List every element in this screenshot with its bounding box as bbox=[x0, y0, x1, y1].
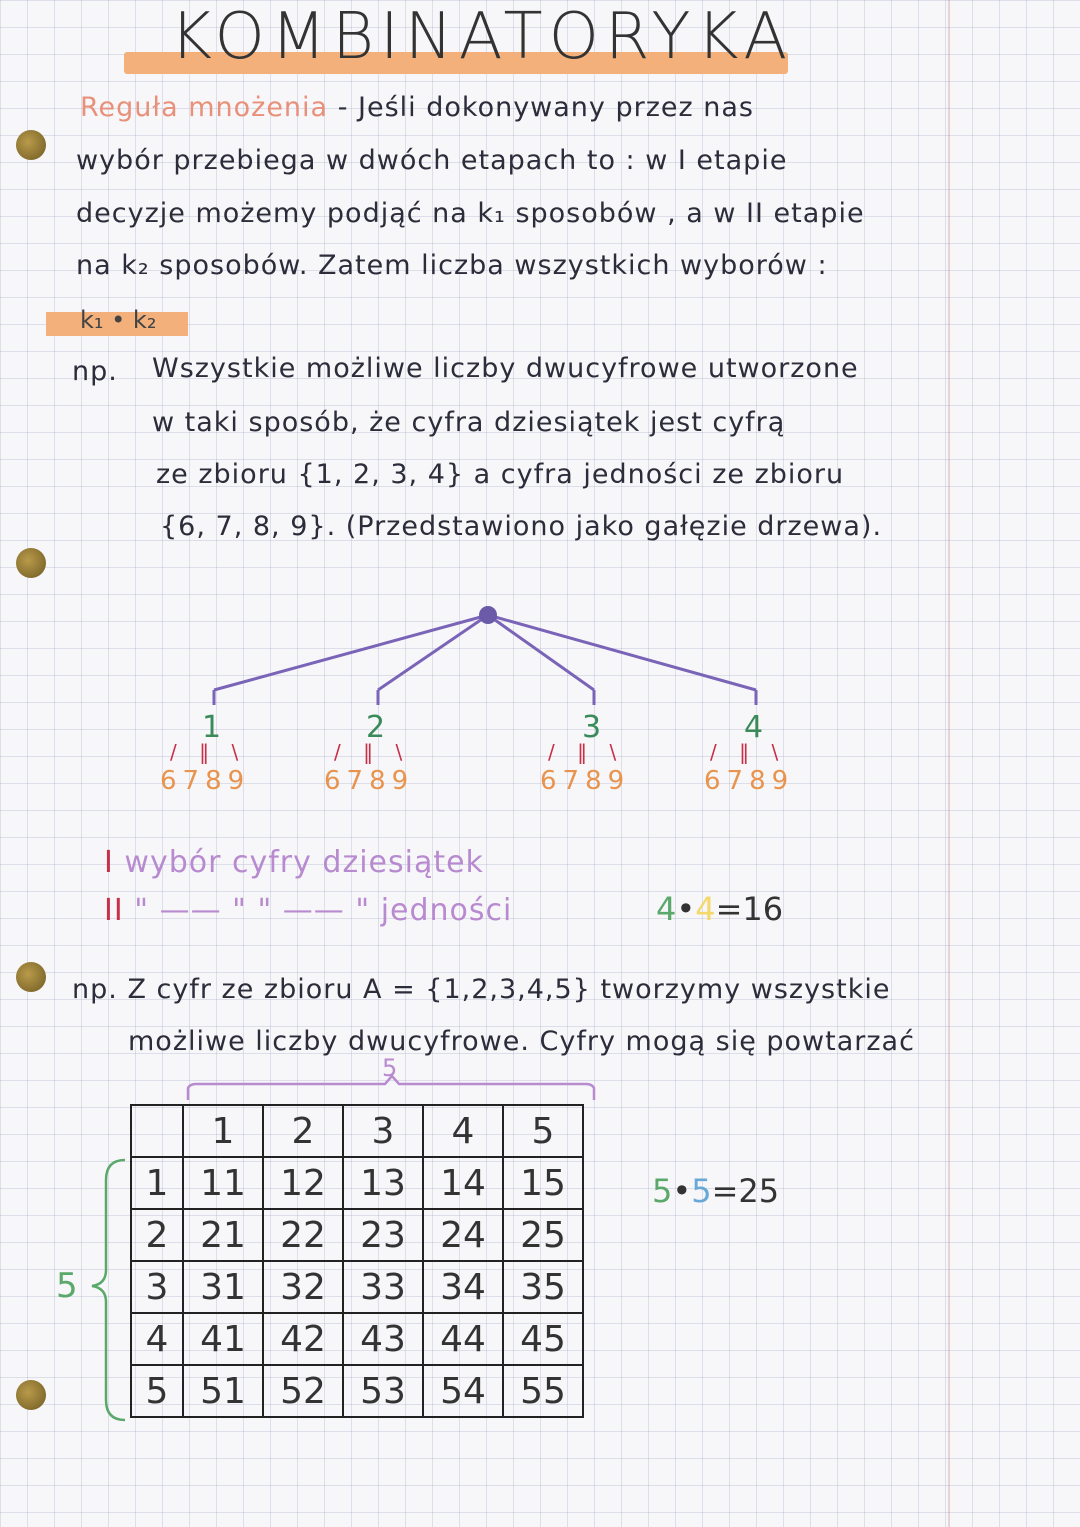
rule-formula: k₁ • k₂ bbox=[80, 306, 157, 334]
table-header-cell: 4 bbox=[423, 1105, 503, 1157]
leaf-group-1 bbox=[160, 766, 250, 796]
result-2 bbox=[652, 1172, 779, 1210]
table-cell: 11 bbox=[183, 1157, 263, 1209]
tree-branch bbox=[214, 615, 488, 690]
table-cell: 33 bbox=[343, 1261, 423, 1313]
example2-line-2: możliwe liczby dwucyfrowe. Cyfry mogą się powtarzać bbox=[128, 1026, 915, 1057]
result-dot: • bbox=[672, 1172, 692, 1210]
legend-line-2 bbox=[104, 893, 512, 928]
example2-text: Z cyfr ze zbioru A = {1,2,3,4,5} tworzymy wszystkie bbox=[127, 974, 891, 1005]
table-cell: 25 bbox=[503, 1209, 583, 1261]
table-header-cell: 3 bbox=[343, 1105, 423, 1157]
table-cell: 51 bbox=[183, 1365, 263, 1417]
table-header-cell: 1 bbox=[183, 1105, 263, 1157]
leaf: 7 bbox=[562, 766, 586, 796]
table-cell: 41 bbox=[183, 1313, 263, 1365]
leaf: 9 bbox=[607, 766, 631, 796]
table-cell: 14 bbox=[423, 1157, 503, 1209]
example1-line-4: {6, 7, 8, 9}. (Przedstawiono jako gałęzie drzewa). bbox=[160, 511, 883, 542]
leaf: 8 bbox=[749, 766, 772, 796]
table-cell: 53 bbox=[343, 1365, 423, 1417]
leaf-ticks: / ‖ \ bbox=[710, 740, 787, 764]
tree-node: 3 bbox=[582, 710, 602, 745]
table-row-head: 4 bbox=[131, 1313, 183, 1365]
rule-text: - Jeśli dokonywany przez nas bbox=[337, 92, 754, 123]
leaf: 8 bbox=[585, 766, 608, 796]
result-factor: 5 bbox=[691, 1172, 712, 1210]
table-cell: 54 bbox=[423, 1365, 503, 1417]
leaf: 8 bbox=[369, 766, 392, 796]
legend-numeral: I bbox=[104, 845, 114, 880]
table-cell: 24 bbox=[423, 1209, 503, 1261]
leaf: 6 bbox=[324, 766, 347, 796]
example2-line-1 bbox=[72, 974, 890, 1005]
table-row bbox=[131, 1209, 583, 1261]
table-cell: 55 bbox=[503, 1365, 583, 1417]
leaf: 7 bbox=[726, 766, 750, 796]
legend-text: wybór cyfry dziesiątek bbox=[124, 845, 484, 880]
table-row-head: 1 bbox=[131, 1157, 183, 1209]
leaf-ticks: / ‖ \ bbox=[548, 740, 625, 764]
brace-left-label: 5 bbox=[56, 1266, 78, 1306]
table-cell: 15 bbox=[503, 1157, 583, 1209]
rule-line-2: wybór przebiega w dwóch etapach to : w I etapie bbox=[76, 145, 788, 176]
table-cell: 23 bbox=[343, 1209, 423, 1261]
table-row bbox=[131, 1261, 583, 1313]
table-cell: 32 bbox=[263, 1261, 343, 1313]
legend-ditto: " —— " " —— " bbox=[134, 893, 371, 928]
table-row bbox=[131, 1157, 583, 1209]
rule-line-3: decyzje możemy podjąć na k₁ sposobów , a w II etapie bbox=[76, 198, 865, 229]
example1-line-3: ze zbioru {1, 2, 3, 4} a cyfra jedności ze zbioru bbox=[156, 459, 845, 490]
tree-node: 2 bbox=[366, 710, 386, 745]
table-cell: 34 bbox=[423, 1261, 503, 1313]
table-row-head: 5 bbox=[131, 1365, 183, 1417]
result-factor: 4 bbox=[695, 890, 716, 928]
example1-line-2: w taki sposób, że cyfra dziesiątek jest cyfrą bbox=[152, 407, 786, 438]
table-cell: 45 bbox=[503, 1313, 583, 1365]
table-cell: 42 bbox=[263, 1313, 343, 1365]
leaf-group-4 bbox=[704, 766, 794, 796]
leaf-group-2 bbox=[324, 766, 414, 796]
leaf: 9 bbox=[227, 766, 251, 796]
leaf: 6 bbox=[704, 766, 727, 796]
brace-top-label: 5 bbox=[382, 1054, 398, 1082]
table-cell: 12 bbox=[263, 1157, 343, 1209]
table-cell: 22 bbox=[263, 1209, 343, 1261]
leaf: 9 bbox=[391, 766, 415, 796]
leaf: 6 bbox=[540, 766, 563, 796]
legend-line-1 bbox=[104, 845, 484, 880]
table-cell: 44 bbox=[423, 1313, 503, 1365]
result-1 bbox=[656, 890, 783, 928]
table-cell: 52 bbox=[263, 1365, 343, 1417]
leaf: 6 bbox=[160, 766, 183, 796]
table-cell: 31 bbox=[183, 1261, 263, 1313]
leaf: 7 bbox=[182, 766, 206, 796]
leaf-ticks: / ‖ \ bbox=[334, 740, 411, 764]
tree-node: 4 bbox=[744, 710, 764, 745]
legend-text: jedności bbox=[380, 893, 513, 928]
table-cell: 43 bbox=[343, 1313, 423, 1365]
table-header-row bbox=[131, 1105, 583, 1157]
table-header-cell: 5 bbox=[503, 1105, 583, 1157]
table-corner bbox=[131, 1105, 183, 1157]
result-factor: 4 bbox=[656, 890, 677, 928]
leaf-group-3 bbox=[540, 766, 630, 796]
leaf-ticks: / ‖ \ bbox=[170, 740, 247, 764]
page-title: KOMBINATORYKA bbox=[170, 0, 794, 74]
example1-line-1: Wszystkie możliwe liczby dwucyfrowe utworzone bbox=[152, 353, 859, 384]
rule-line-4: na k₂ sposobów. Zatem liczba wszystkich wyborów : bbox=[76, 250, 828, 281]
table-row bbox=[131, 1313, 583, 1365]
table-cell: 13 bbox=[343, 1157, 423, 1209]
tree-branch bbox=[488, 615, 594, 690]
example1-prefix: np. bbox=[72, 356, 118, 387]
multiplication-table bbox=[130, 1104, 584, 1418]
table-row-head: 3 bbox=[131, 1261, 183, 1313]
leaf: 9 bbox=[771, 766, 795, 796]
result-value: =16 bbox=[715, 890, 784, 928]
result-dot: • bbox=[676, 890, 696, 928]
table-cell: 35 bbox=[503, 1261, 583, 1313]
table-header-cell: 2 bbox=[263, 1105, 343, 1157]
tree-branch bbox=[378, 615, 488, 690]
table-row bbox=[131, 1365, 583, 1417]
tree-node: 1 bbox=[202, 710, 222, 745]
table-row-head: 2 bbox=[131, 1209, 183, 1261]
tree-branch bbox=[488, 615, 756, 690]
result-factor: 5 bbox=[652, 1172, 673, 1210]
tree-root bbox=[479, 606, 497, 624]
leaf: 7 bbox=[346, 766, 370, 796]
leaf: 8 bbox=[205, 766, 228, 796]
result-value: =25 bbox=[711, 1172, 780, 1210]
table-cell: 21 bbox=[183, 1209, 263, 1261]
legend-numeral: II bbox=[104, 893, 124, 928]
rule-name: Reguła mnożenia bbox=[80, 92, 329, 123]
left-brace bbox=[92, 1160, 125, 1420]
example2-prefix: np. bbox=[72, 974, 118, 1005]
